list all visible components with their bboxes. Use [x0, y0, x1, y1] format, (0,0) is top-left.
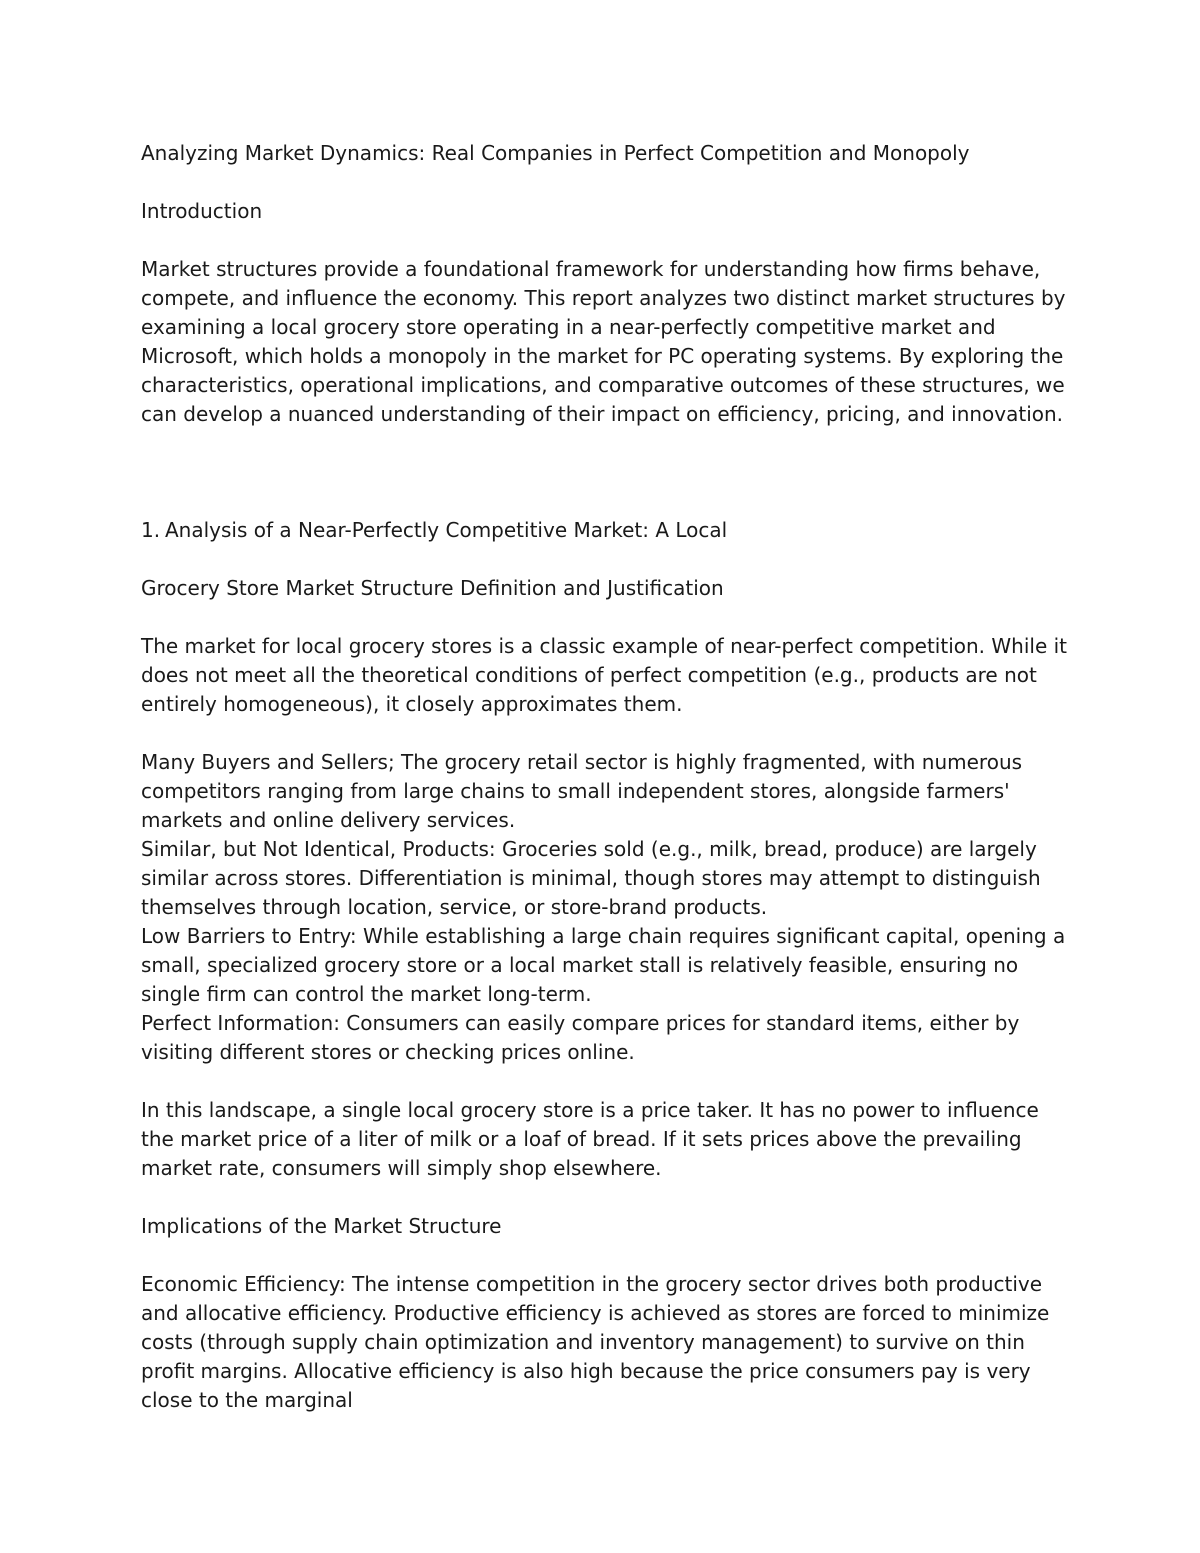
section1-subheading: Grocery Store Market Structure Definition and Justification [141, 576, 724, 600]
section1-number: 1. [141, 518, 161, 542]
characteristic-similar-products: Similar, but Not Identical, Products: Groceries sold (e.g., milk, bread, produce) are largely similar across stores. Differentiation is minimal, though stores may attempt to distinguish themselves through location, service, or store-brand products. [141, 837, 1041, 919]
characteristic-many-buyers: Many Buyers and Sellers; The grocery retail sector is highly fragmented, with numerous competitors ranging from large chains to small independent stores, alongside farmers' markets and online delivery services. [141, 750, 1023, 832]
characteristic-low-barriers: Low Barriers to Entry: While establishing a large chain requires significant capital, opening a small, specialized grocery store or a local market stall is relatively feasible, ensuring no single firm can control the market long-term. [141, 924, 1066, 1006]
section1-heading-row [141, 516, 1071, 545]
price-taker-paragraph: In this landscape, a single local grocery store is a price taker. It has no power to influence the market price of a liter of milk or a loaf of bread. If it sets prices above the prevailing market rate, consumers will simply shop elsewhere. [141, 1098, 1039, 1180]
characteristic-perfect-information: Perfect Information: Consumers can easily compare prices for standard items, either by visiting different stores or checking prices online. [141, 1011, 1020, 1064]
section1-intro: The market for local grocery stores is a classic example of near-perfect competition. While it does not meet all the theoretical conditions of perfect competition (e.g., products are not entirely homogeneous), it closely approximates them. [141, 634, 1068, 716]
section-gap [141, 458, 1071, 516]
document-title: Analyzing Market Dynamics: Real Companies in Perfect Competition and Monopoly [141, 141, 970, 165]
section1-heading: Analysis of a Near-Perfectly Competitive Market: A Local [165, 518, 728, 542]
document-body [141, 139, 1071, 1415]
implications-heading: Implications of the Market Structure [141, 1214, 502, 1238]
intro-paragraph: Market structures provide a foundational framework for understanding how firms behave, compete, and influence the economy. This report analyzes two distinct market structures by examining a local grocery store operating in a near-perfectly competitive market and Microsoft, which holds a monopoly in the market for PC operating systems. By exploring the characteristics, operational implications, and comparative outcomes of these structures, we can develop a nuanced understanding of their impact on efficiency, pricing, and innovation. [141, 257, 1066, 426]
intro-heading: Introduction [141, 199, 263, 223]
efficiency-paragraph: Economic Efficiency: The intense competition in the grocery sector drives both productive and allocative efficiency. Productive efficiency is achieved as stores are forced to minimize costs (through supply chain optimization and inventory management) to survive on thin profit margins. Allocative efficiency is also high because the price consumers pay is very close to the marginal [141, 1272, 1050, 1412]
